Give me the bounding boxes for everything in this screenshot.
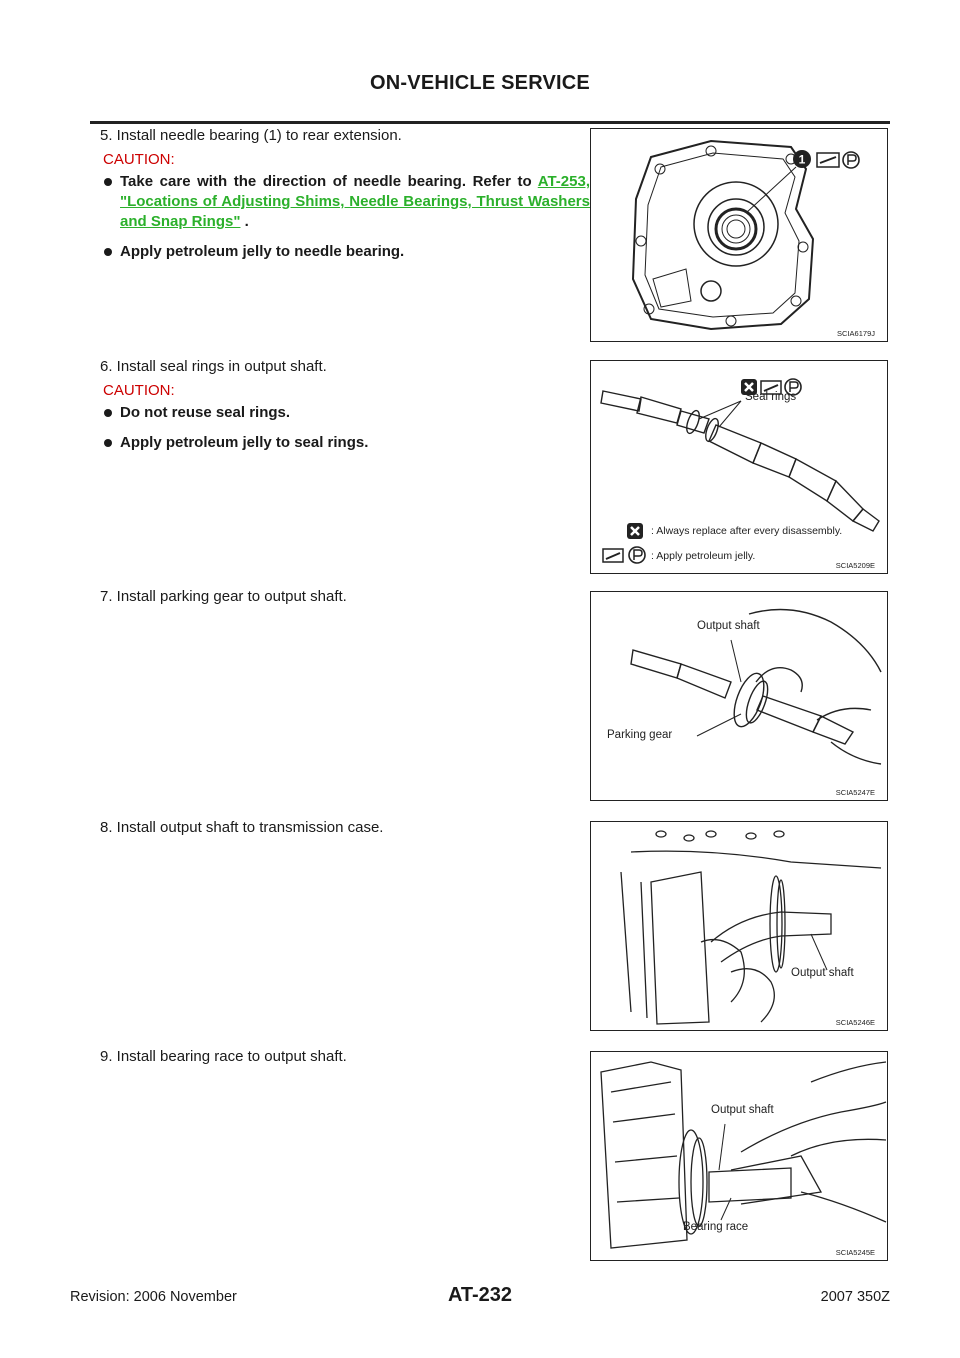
output-shaft-label: Output shaft xyxy=(791,967,854,979)
step-9 xyxy=(100,1047,590,1067)
bearing-race-label: Bearing race xyxy=(683,1221,749,1233)
bullet-dot-icon xyxy=(104,248,112,256)
step-5-bullet-2 xyxy=(103,242,590,262)
header-rule xyxy=(90,121,890,124)
bullet-dot-icon xyxy=(104,439,112,447)
step-5-bullet-2-text: Apply petroleum jelly to needle bearing. xyxy=(120,243,405,260)
step-5-text: 5. Install needle bearing (1) to rear extension. xyxy=(100,127,402,144)
step-7 xyxy=(100,587,590,607)
reference-link-at253[interactable]: AT-253, "Locations of Adjusting Shims, Needle Bearings, Thrust Washers and Snap Rings" xyxy=(120,173,590,230)
figure-code: SCIA5247E xyxy=(835,788,875,797)
rear-extension-illustration xyxy=(591,129,887,341)
figure-code: SCIA6179J xyxy=(837,329,875,338)
page-title: ON-VEHICLE SERVICE xyxy=(370,72,590,94)
page-number: AT-232 xyxy=(447,1284,513,1306)
output-shaft-label: Output shaft xyxy=(697,620,760,632)
legend-petroleum-jelly-text: : Apply petroleum jelly. xyxy=(651,550,756,562)
step-6-bullet-2-text: Apply petroleum jelly to seal rings. xyxy=(120,434,369,451)
figure-code: SCIA5245E xyxy=(835,1248,875,1257)
step-6-caution-title: CAUTION: xyxy=(103,382,175,399)
bullet-dot-icon xyxy=(104,409,112,417)
step-6-bullet-2 xyxy=(103,433,590,453)
step-6 xyxy=(100,357,590,453)
step-5 xyxy=(100,126,590,262)
step-6-bullet-1 xyxy=(103,403,590,423)
step-5-bullet-1-text: Take care with the direction of needle bearing. Refer to xyxy=(120,173,532,190)
legend-replace-text: : Always replace after every disassembly. xyxy=(651,525,843,537)
model-year: 2007 350Z xyxy=(820,1289,890,1305)
step-5-bullet-1 xyxy=(103,172,590,232)
page-footer xyxy=(0,1284,960,1314)
revision-date: Revision: 2006 November xyxy=(70,1289,237,1305)
figure-seal-rings xyxy=(590,360,888,574)
step-7-text: 7. Install parking gear to output shaft. xyxy=(100,588,347,605)
step-6-text: 6. Install seal rings in output shaft. xyxy=(100,358,327,375)
seal-rings-label: Seal rings xyxy=(745,391,797,403)
figure-code: SCIA5209E xyxy=(835,561,875,570)
bullet-dot-icon xyxy=(104,178,112,186)
parking-gear-label: Parking gear xyxy=(607,729,673,741)
output-shaft-label: Output shaft xyxy=(711,1104,774,1116)
step-8 xyxy=(100,818,590,838)
figure-code: SCIA5246E xyxy=(835,1018,875,1027)
step-8-text: 8. Install output shaft to transmission case. xyxy=(100,819,384,836)
step-5-caution-title: CAUTION: xyxy=(103,151,175,168)
figure-rear-extension xyxy=(590,128,888,342)
transmission-case-illustration xyxy=(591,822,887,1030)
output-shaft-seal-rings-illustration xyxy=(591,361,887,573)
step-5-bullet-1-suffix: . xyxy=(240,213,249,230)
figure-parking-gear xyxy=(590,591,888,801)
figure-bearing-race xyxy=(590,1051,888,1261)
step-6-bullet-1-text: Do not reuse seal rings. xyxy=(120,404,291,421)
figure-transmission-case xyxy=(590,821,888,1031)
step-9-text: 9. Install bearing race to output shaft. xyxy=(100,1048,347,1065)
callout-number: 1 xyxy=(798,152,806,167)
